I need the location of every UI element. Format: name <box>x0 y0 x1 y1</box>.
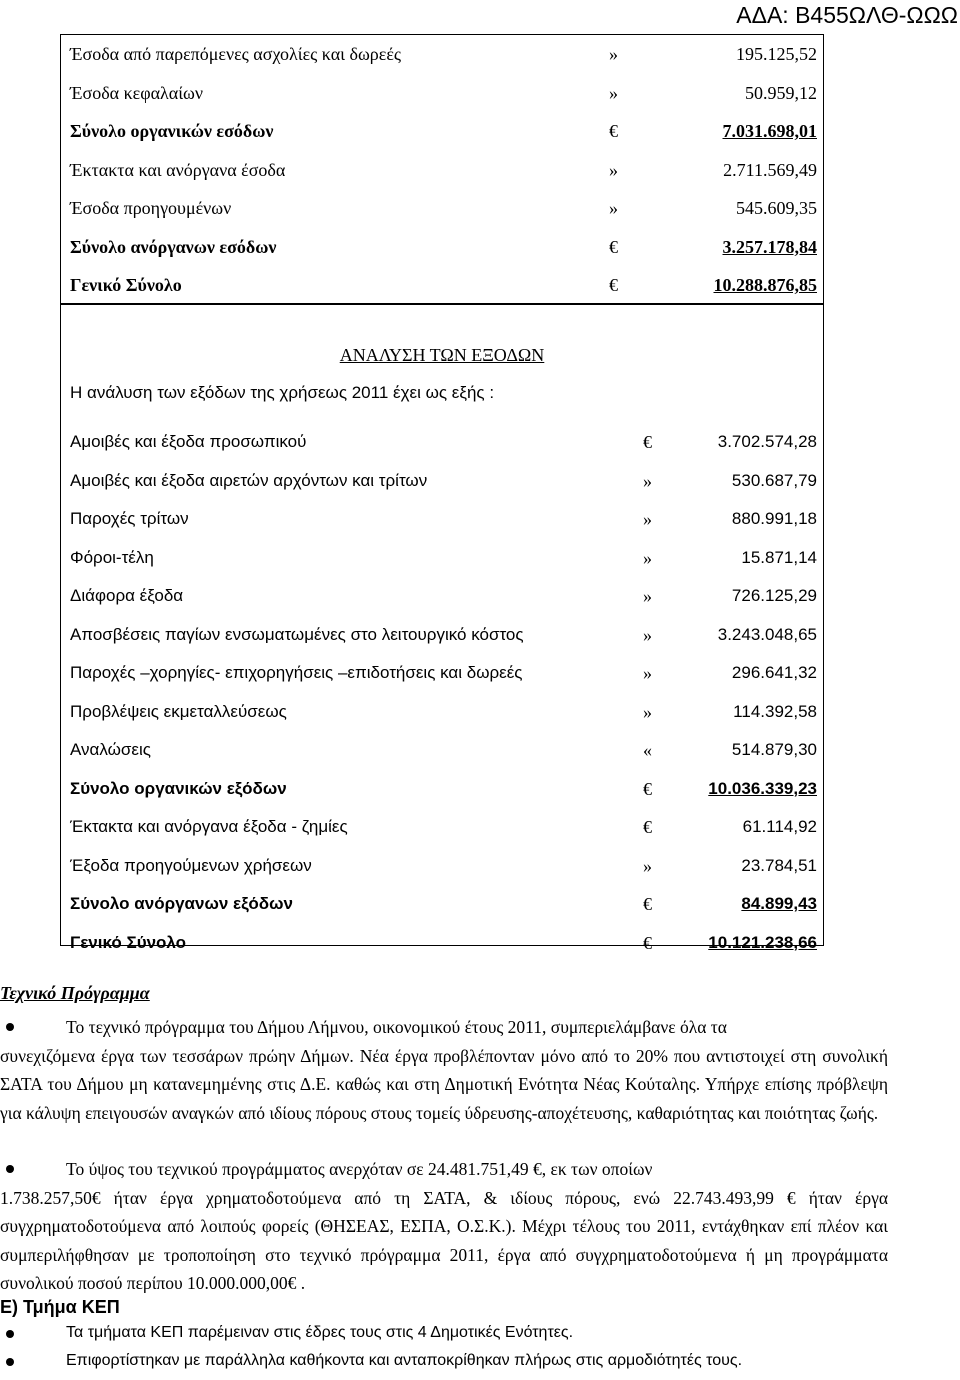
income-value: 2.711.569,49 <box>723 159 817 180</box>
currency-marker: » <box>609 198 618 218</box>
income-label: Σύνολο οργανικών εσόδων <box>70 121 274 141</box>
currency-marker: € <box>643 432 652 452</box>
technical-para-2: Το ύψος του τεχνικού προγράμματος ανερχόταν σε 24.481.751,49 €, εκ των οποίων 1.738.257,50€ ήταν έργα χρηματοδοτούμενα από τη ΣΑΤΑ, & ιδίους πόρους, ενώ 22.743.493,99 € ήταν έργα συγχρηματοδοτούμενα από λοιπούς φορείς (ΘΗΣΕΑΣ, ΕΣΠΑ, Ο.Σ.Κ.). Μέχρι τέλους του 2011, εντάχθηκαν επί πλέον και συμπεριλήφθησαν με τροποποίηση στο τεχνικό πρόγραμμα 2011, έργα από συγχρηματοδοτούμενα ή μη προγράμματα συνολικού ποσού περίπου 10.000.000,00€ . <box>0 1159 888 1293</box>
expense-label: Σύνολο οργανικών εξόδων <box>70 778 287 798</box>
expenses-heading: ΑΝΑΛΥΣΗ ΤΩΝ ΕΞΟΔΩΝ <box>339 345 545 365</box>
expense-row <box>61 500 823 539</box>
currency-marker: » <box>643 470 652 491</box>
currency-marker: € <box>609 275 618 295</box>
income-row <box>61 228 823 267</box>
kep-item-1: Τα τμήματα ΚΕΠ παρέμειναν στις έδρες τους στις 4 Δημοτικές Ενότητες. <box>0 1324 900 1352</box>
expense-value: 10.121.238,66 <box>708 932 817 952</box>
expense-row <box>61 924 823 963</box>
expense-value: 880.991,18 <box>731 509 817 528</box>
bullet-icon <box>6 1023 14 1031</box>
expense-row <box>61 693 823 732</box>
expense-value: 10.036.339,23 <box>708 778 817 798</box>
expenses-rows <box>61 423 823 962</box>
income-row <box>61 74 823 113</box>
income-value: 10.288.876,85 <box>713 275 817 295</box>
expense-value: 3.702.574,28 <box>717 432 817 451</box>
ada-code: ΑΔΑ: Β455ΩΛΘ-ΩΩΩ <box>736 2 958 28</box>
expense-label: Παροχές –χορηγίες- επιχορηγήσεις –επιδοτήσεις και δωρεές <box>70 663 523 682</box>
expense-row <box>61 577 823 616</box>
expense-row <box>61 423 823 462</box>
expense-label: Φόροι-τέλη <box>70 547 154 567</box>
income-value: 50.959,12 <box>745 82 817 103</box>
income-label: Έσοδα κεφαλαίων <box>70 82 204 103</box>
bullet-icon <box>6 1330 14 1338</box>
technical-para-1: Το τεχνικό πρόγραμμα του Δήμου Λήμνου, οικονομικού έτους 2011, συμπεριελάμβανε όλα τα συνεχιζόμενα έργα των τεσσάρων πρώην Δήμων. Νέα έργα προβλέπονταν μόνο από το 20% που αντιστοιχεί στη συνολική ΣΑΤΑ του Δήμου μη κατανεμημένης στις Δ.Ε. καθώς και στη Δημοτική Ενότητα Νέας Κούταλης. Υπήρχε επίσης πρόβλεψη για κάλυψη επειγουσών αναγκών από ιδίους πόρους στους τομείς ύδρευσης-αποχέτευσης, καθαριότητας και ποιότητας ζωής. <box>0 1017 888 1123</box>
expense-row <box>61 731 823 770</box>
kep-list <box>0 1324 900 1380</box>
expense-value: 61.114,92 <box>742 817 817 836</box>
expense-row <box>61 462 823 501</box>
expense-row <box>61 808 823 847</box>
expense-value: 726.125,29 <box>731 586 817 605</box>
expense-row <box>61 539 823 578</box>
expense-value: 530.687,79 <box>731 470 817 490</box>
expense-row <box>61 847 823 886</box>
expense-label: Έκτακτα και ανόργανα έξοδα - ζημίες <box>70 817 348 836</box>
expense-label: Έξοδα προηγούμενων χρήσεων <box>70 855 312 875</box>
income-table <box>60 34 824 304</box>
income-row <box>61 151 823 190</box>
currency-marker: € <box>643 894 652 914</box>
income-row <box>61 35 823 74</box>
income-label: Γενικό Σύνολο <box>70 275 182 295</box>
income-value: 545.609,35 <box>736 198 817 218</box>
expenses-table <box>60 304 824 953</box>
currency-marker: € <box>643 817 652 837</box>
expense-label: Αμοιβές και έξοδα αιρετών αρχόντων και τρίτων <box>70 470 428 490</box>
expense-label: Προβλέψεις εκμεταλλεύσεως <box>70 701 287 721</box>
currency-marker: » <box>643 855 652 876</box>
currency-marker: € <box>643 778 652 799</box>
expenses-intro: Η ανάλυση των εξόδων της χρήσεως 2011 έχει ως εξής : <box>70 383 495 402</box>
currency-marker: » <box>643 547 652 568</box>
currency-marker: » <box>609 44 618 64</box>
currency-marker: € <box>643 932 652 953</box>
income-label: Σύνολο ανόργανων εσόδων <box>70 236 277 257</box>
currency-marker: » <box>643 663 652 683</box>
bullet-icon <box>6 1358 14 1366</box>
income-value: 3.257.178,84 <box>722 236 817 257</box>
currency-marker: » <box>643 586 652 606</box>
expense-label: Παροχές τρίτων <box>70 509 189 528</box>
income-row <box>61 112 823 151</box>
expense-row <box>61 654 823 693</box>
expense-value: 296.641,32 <box>731 663 817 682</box>
income-row <box>61 189 823 228</box>
currency-marker: » <box>643 624 652 645</box>
expense-row <box>61 885 823 924</box>
bullet-icon <box>6 1165 14 1173</box>
kep-item-2: Επιφορτίστηκαν με παράλληλα καθήκοντα και ανταποκρίθηκαν πλήρως στις αρμοδιότητές τους. <box>0 1352 900 1380</box>
expense-value: 514.879,30 <box>731 740 817 759</box>
currency-marker: » <box>643 509 652 529</box>
currency-marker: « <box>643 740 652 760</box>
income-row <box>61 266 823 305</box>
currency-marker: » <box>609 82 618 103</box>
income-label: Έσοδα από παρεπόμενες ασχολίες και δωρεές <box>70 44 402 64</box>
income-label: Έσοδα προηγουμένων <box>70 198 232 218</box>
currency-marker: € <box>609 236 618 257</box>
expense-value: 84.899,43 <box>741 894 817 913</box>
expense-value: 114.392,58 <box>733 701 817 721</box>
expense-label: Διάφορα έξοδα <box>70 586 184 605</box>
expense-label: Αναλώσεις <box>70 740 151 759</box>
technical-title: Τεχνικό Πρόγραμμα <box>0 983 150 1003</box>
expense-value: 23.784,51 <box>741 855 817 875</box>
expense-row <box>61 616 823 655</box>
income-label: Έκτακτα και ανόργανα έσοδα <box>70 159 286 180</box>
income-value: 195.125,52 <box>736 44 817 64</box>
currency-marker: » <box>609 159 618 180</box>
expense-label: Αποσβέσεις παγίων ενσωματωμένες στο λειτουργικό κόστος <box>70 624 524 644</box>
expense-value: 15.871,14 <box>741 547 817 567</box>
currency-marker: € <box>609 121 618 141</box>
expense-row <box>61 770 823 809</box>
expense-label: Αμοιβές και έξοδα προσωπικού <box>70 432 307 451</box>
expense-label: Σύνολο ανόργανων εξόδων <box>70 894 293 913</box>
expense-label: Γενικό Σύνολο <box>70 932 187 952</box>
income-value: 7.031.698,01 <box>722 121 817 141</box>
kep-title: Ε) Τμήμα ΚΕΠ <box>0 1297 120 1317</box>
currency-marker: » <box>643 701 652 722</box>
expense-value: 3.243.048,65 <box>717 624 817 644</box>
